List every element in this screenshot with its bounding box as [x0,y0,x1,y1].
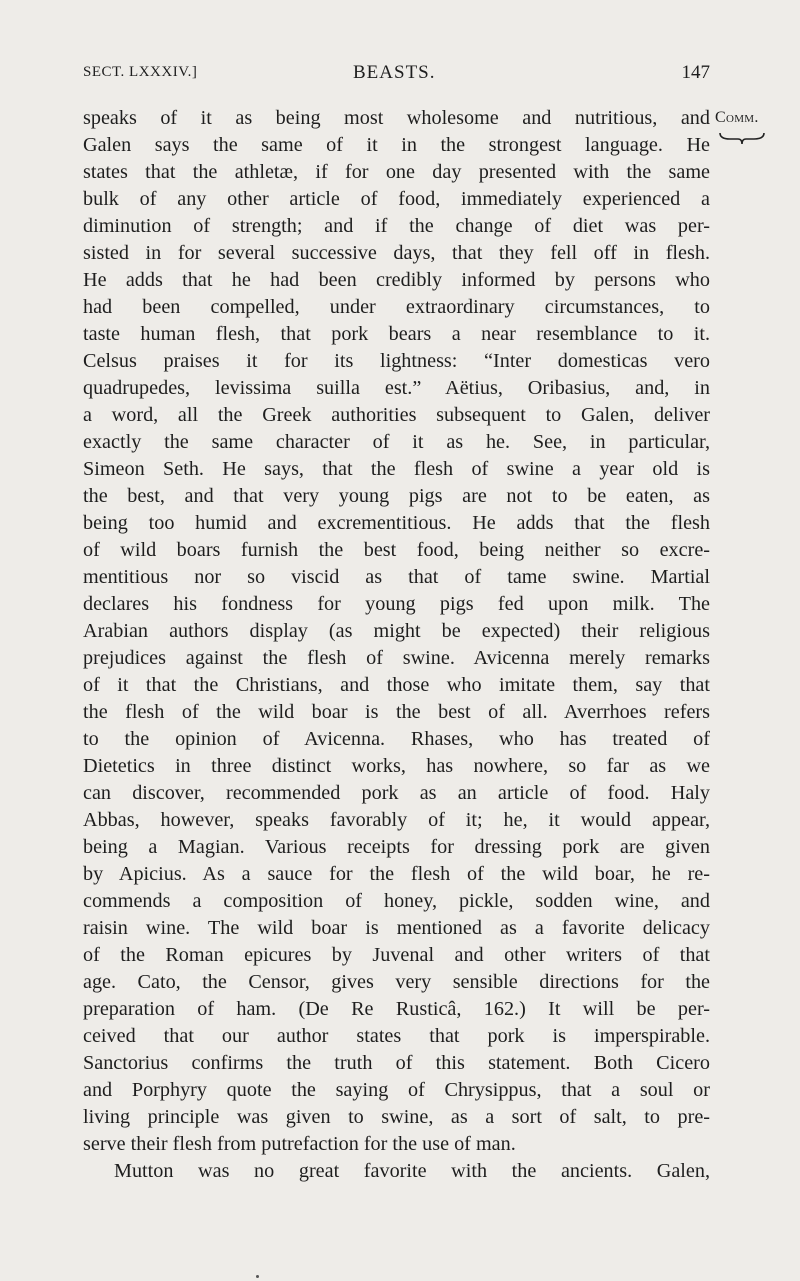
text-line: mentitious nor so viscid as that of tame swine. Martial [83,566,710,588]
body-text [83,105,710,1185]
text-line: Mutton was no great favorite with the ancients. Galen, [114,1160,710,1182]
text-line: raisin wine. The wild boar is mentioned as a favorite delicacy [83,917,710,939]
text-line: declares his fondness for young pigs fed upon milk. The [83,593,710,615]
text-line: Arabian authors display (as might be expected) their religious [83,620,710,642]
page-number: 147 [681,62,710,83]
text-line: being a Magian. Various receipts for dressing pork are given [83,836,710,858]
text-line: and Porphyry quote the saying of Chrysippus, that a soul or [83,1079,710,1101]
chapter-title: BEASTS. [353,62,436,83]
text-line: age. Cato, the Censor, gives very sensible directions for the [83,971,710,993]
text-line: the flesh of the wild boar is the best of all. Averrhoes refers [83,701,710,723]
text-line: of it that the Christians, and those who imitate them, say that [83,674,710,696]
text-line: sisted in for several successive days, that they fell off in flesh. [83,242,710,264]
text-line: the best, and that very young pigs are not to be eaten, as [83,485,710,507]
text-line: can discover, recommended pork as an article of food. Haly [83,782,710,804]
text-line: Dietetics in three distinct works, has nowhere, so far as we [83,755,710,777]
text-line: taste human flesh, that pork bears a near resemblance to it. [83,323,710,345]
text-line: bulk of any other article of food, immediately experienced a [83,188,710,210]
text-line: commends a composition of honey, pickle, sodden wine, and [83,890,710,912]
text-line: of wild boars furnish the best food, being neither so excre- [83,539,710,561]
text-line: states that the athletæ, if for one day presented with the same [83,161,710,183]
text-line: by Apicius. As a sauce for the flesh of the wild boar, he re- [83,863,710,885]
text-line: exactly the same character of it as he. See, in particular, [83,431,710,453]
text-line: ceived that our author states that pork is imperspirable. [83,1025,710,1047]
text-line: being too humid and excrementitious. He adds that the flesh [83,512,710,534]
running-head [83,60,710,90]
text-line: Sanctorius confirms the truth of this statement. Both Cicero [83,1052,710,1074]
text-line: He adds that he had been credibly informed by persons who [83,269,710,291]
text-line: serve their flesh from putrefaction for the use of man. [83,1133,516,1155]
text-line: had been compelled, under extraordinary circumstances, to [83,296,710,318]
text-line: to the opinion of Avicenna. Rhases, who has treated of [83,728,710,750]
margin-brace-icon [718,130,766,146]
margin-note: Comm. [715,109,759,126]
text-line: Abbas, however, speaks favorably of it; he, it would appear, [83,809,710,831]
text-line: preparation of ham. (De Re Rusticâ, 162.) It will be per- [83,998,710,1020]
text-line: quadrupedes, levissima suilla est.” Aëtius, Oribasius, and, in [83,377,710,399]
section-marker: SECT. LXXXIV.] [83,64,198,80]
text-line: Celsus praises it for its lightness: “Inter domesticas vero [83,350,710,372]
text-line: Galen says the same of it in the strongest language. He [83,134,710,156]
print-speck [256,1275,259,1278]
text-line: diminution of strength; and if the change of diet was per- [83,215,710,237]
text-line: Simeon Seth. He says, that the flesh of swine a year old is [83,458,710,480]
text-line: of the Roman epicures by Juvenal and other writers of that [83,944,710,966]
text-line: speaks of it as being most wholesome and nutritious, and [83,107,710,129]
text-line: a word, all the Greek authorities subsequent to Galen, deliver [83,404,710,426]
text-line: living principle was given to swine, as a sort of salt, to pre- [83,1106,710,1128]
text-line: prejudices against the flesh of swine. Avicenna merely remarks [83,647,710,669]
